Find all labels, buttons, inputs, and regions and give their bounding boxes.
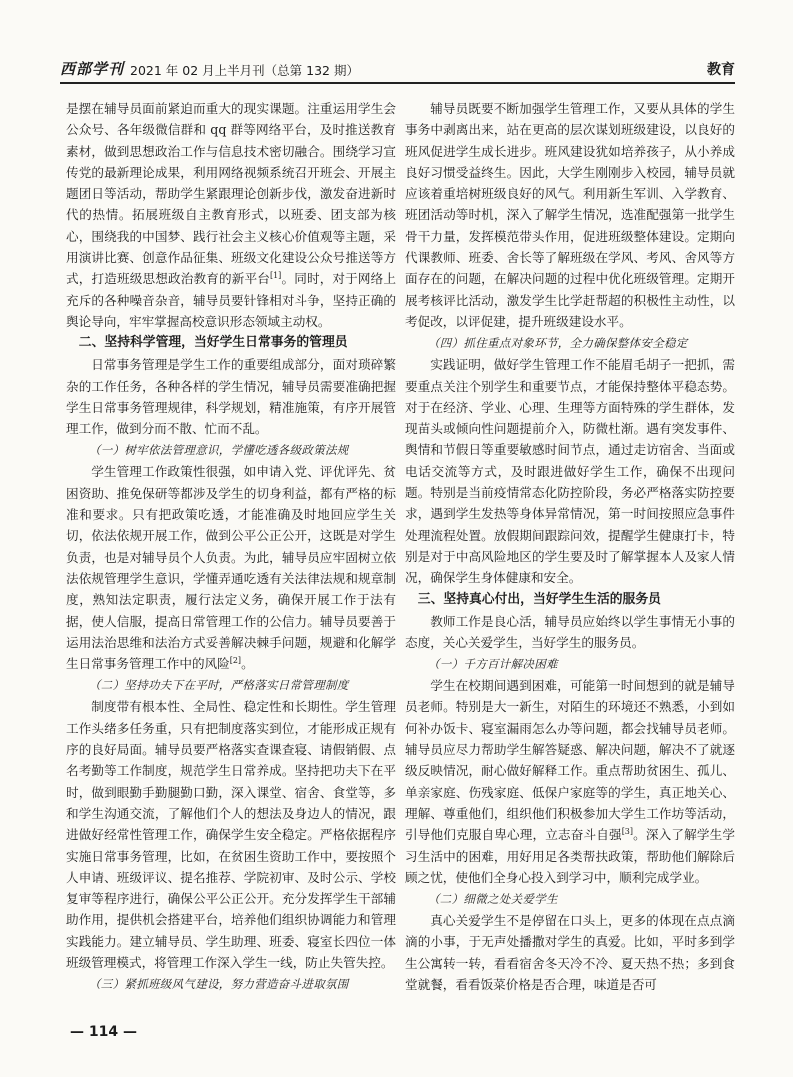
paragraph: 教师工作是良心活，辅导员应始终以学生事情无小事的态度，关心关爱学生，当好学生的服务员。 <box>405 613 735 650</box>
citation: [2] <box>229 655 242 665</box>
paragraph: 实践证明，做好学生管理工作不能眉毛胡子一把抓，需要重点关注个别学生和重要节点，才能保持整体平稳态势。对于在经济、学业、心理、生理等方面特殊的学生群体，发现苗头或倾向性问题提前介入，防微杜渐。遇有突发事件、舆情和节假日等重要敏感时间节点，通过走访宿舍、当面或电话交流等方式，及时跟进做好学生工作，确保不出现问题。特别是当前疫情常态化防控阶段，务必严格落实防控要求，遇到学生发热等身体异常情况，第一时间按照应急事件处理流程处置。放假期间跟踪问效，提醒学生健康打卡，特别是对于中高风险地区的学生要及时了解掌握本人及家人情况，确保学生身体健康和安全。 <box>405 357 735 586</box>
subsection-heading: （三）紧抓班级风气建设，努力营造奋斗进取氛围 <box>89 977 349 992</box>
citation: [3] <box>621 827 634 837</box>
page-number: — 114 — <box>70 1024 137 1040</box>
journal-logo: 西部学刊 <box>60 60 125 78</box>
citation: [1] <box>269 271 282 281</box>
subsection-heading: （一）千方百计解决困难 <box>428 657 558 672</box>
subsection-heading: （二）细微之处关爱学生 <box>428 892 558 907</box>
paragraph: 学生在校期间遇到困难，可能第一时间想到的就是辅导员老师。特别是大一新生，对陌生的环境还不熟悉，小到如何补办饭卡、寝室漏雨怎么办等问题，都会找辅导员老师。辅导员应尽力帮助学生解答疑惑、解决问题，解决不了就逐级反映情况，耐心做好解释工作。重点帮助贫困生、孤儿、单亲家庭、伤残家庭、低保户家庭等的学生，真正地关心、理解、尊重他们，组织他们积极参加大学生工作坊等活动，引导他们克服自卑心理，立志奋斗自强[3]。深入了解学生学习生活中的困难，用好用足各类帮扶政策，帮助他们解除后顾之忧，使他们全身心投入到学习中，顺利完成学业。 <box>405 678 736 885</box>
paragraph: 真心关爱学生不是停留在口头上，更多的体现在点点滴滴的小事，于无声处播撒对学生的真爱。比如，平时多到学生公寓转一转，看看宿舍冬天冷不冷、夏天热不热；多到食堂就餐，看看饭菜价格是否合理，味道是否可 <box>405 913 735 992</box>
section-heading: 二、坚持科学管理，当好学生日常事务的管理员 <box>78 335 348 351</box>
paragraph: 日常事务管理是学生工作的重要组成部分，面对琐碎繁杂的工作任务，各种各样的学生情况，辅导员需要准确把握学生日常事务管理规律，科学规划，精准施策，有序开展管理工作，做到分而不散、忙而不乱。 <box>66 357 396 437</box>
paragraph: 制度带有根本性、全局性、稳定性和长期性。学生管理工作头绪多任务重，只有把制度落实到位，才能形成正规有序的良好局面。辅导员要严格落实查课查寝、请假销假、点名考勤等工作制度，规范学生日常养成。坚持把功夫下在平时，做到眼勤手勤腿勤口勤，深入课堂、宿舍、食堂等，多和学生沟通交流，了解他们个人的想法及身边人的情况，跟进做好经常性管理工作，确保学生安全稳定。严格依据程序实施日常事务管理，比如，在贫困生资助工作中，要按照个人申请、班级评议、提名推荐、学院初审、及时公示、学校复审等程序进行，确保公平公正公开。充分发挥学生干部辅助作用，提供机会搭建平台，培养他们组织协调能力和管理实践能力。建立辅导员、学生助理、班委、寝室长四位一体班级管理模式，将管理工作深入学生一线，防止失管失控。 <box>66 699 396 970</box>
paragraph: 学生管理工作政策性很强，如申请入党、评优评先、贫困资助、推免保研等都涉及学生的切身利益，都有严格的标准和要求。只有把政策吃透，才能准确及时地回应学生关切，依法依规开展工作，做到公平公正公开，这既是对学生负责，也是对辅导员个人负责。为此，辅导员应牢固树立依法依规管理学生意识，学懂弄通吃透有关法律法规和规章制度，熟知法定职责，履行法定义务，确保开展工作于法有据，使人信服，提高日常管理工作的公信力。辅导员要善于运用法治思维和法治方式妥善解决棘手问题，规避和化解学生日常事务管理工作中的风险[2]。 <box>66 464 396 672</box>
subsection-heading: （二）坚持功夫下在平时，严格落实日常管理制度 <box>89 678 349 693</box>
left-column <box>66 98 396 995</box>
header-left <box>60 58 359 82</box>
paragraph: 辅导员既要不断加强学生管理工作，又要从具体的学生事务中剥离出来，站在更高的层次谋划班级建设，以良好的班风促进学生成长进步。班风建设犹如培养孩子，从小养成良好习惯受益终生。因此，大学生刚刚步入校园，辅导员就应该着重培树班级良好的风气。利用新生军训、入学教育、班团活动等时机，深入了解学生情况，选准配强第一批学生骨干力量，发挥模范带头作用，促进班级整体建设。定期向代课教师、班委、舍长等了解班级在学风、考风、舍风等方面存在的问题，在解决问题的过程中优化班级管理。定期开展考核评比活动，激发学生比学赶帮超的积极性主动性，以考促改，以评促建，提升班级建设水平。 <box>405 101 735 329</box>
section-heading: 三、坚持真心付出，当好学生生活的服务员 <box>417 591 661 607</box>
page-header <box>60 58 735 84</box>
paragraph: 是摆在辅导员面前紧迫而重大的现实课题。注重运用学生会公众号、各年级微信群和 qq 群等网络平台，及时推送教育素材，做到思想政治工作与信息技术密切融合。围绕学习宣传党的最新理论成果，利用网络视频系统召开班会、开展主题团日等活动，帮助学生紧跟理论创新步伐，激发奋进新时代的热情。拓展班级自主教育形式，以班委、团支部为核心，围绕我的中国梦、践行社会主义核心价值观等主题，采用演讲比赛、创意作品征集、班级文化建设公众号推送等方式，打造班级思想政治教育的新平台[1]。同时，对于网络上充斥的各种噪音杂音，辅导员要针锋相对斗争，坚持正确的舆论导向，牢牢掌握高校意识形态领域主动权。 <box>66 101 397 329</box>
subsection-heading: （四）抓住重点对象环节，全力确保整体安全稳定 <box>428 336 688 351</box>
subsection-heading: （一）树牢依法管理意识，学懂吃透各级政策法规 <box>89 443 349 458</box>
issue-info: 2021 年 02 月上半月刊（总第 132 期） <box>130 63 359 78</box>
section-title: 教育 <box>707 62 735 78</box>
right-column <box>405 98 735 995</box>
